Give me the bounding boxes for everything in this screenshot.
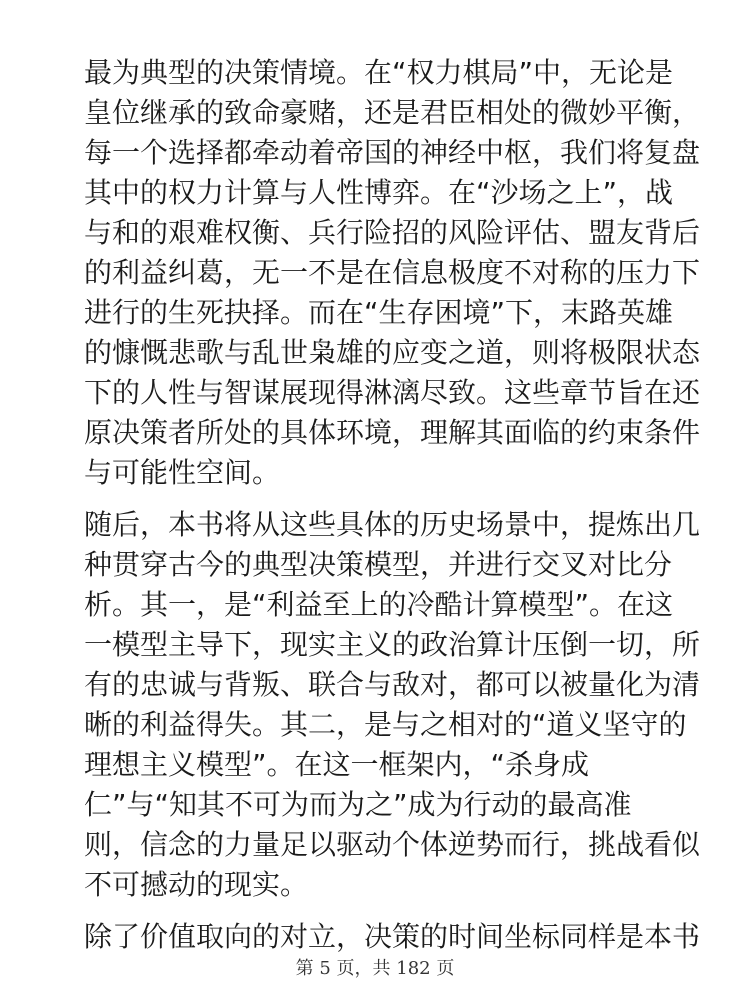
paragraph-2: [84, 505, 701, 905]
text-line: 随后，本书将从这些具体的历史场景中，提炼出几: [84, 508, 701, 541]
text-line: 除了价值取向的对立，决策的时间坐标同样是本书: [84, 920, 701, 953]
text-line: 晰的利益得失。其二，是与之相对的“道义坚守的: [84, 708, 687, 741]
body-text: [84, 53, 701, 957]
text-line: 下的人性与智谋展现得淋漓尽致。这些章节旨在还: [84, 376, 701, 409]
text-line: 理想主义模型”。在这一框架内，“杀身成: [84, 748, 590, 781]
text-line: 最为典型的决策情境。在“权力棋局”中，无论是: [84, 56, 674, 89]
page-number-footer: 第 5 页，共 182 页: [295, 958, 455, 979]
text-line: 仁”与“知其不可为而为之”成为行动的最高准: [84, 788, 632, 821]
text-line: 有的忠诚与背叛、联合与敌对，都可以被量化为清: [84, 668, 701, 701]
text-line: 原决策者所处的具体环境，理解其面临的约束条件: [84, 416, 701, 449]
text-line: 其中的权力计算与人性博弈。在“沙场之上”，战: [84, 176, 674, 209]
text-line: 则，信念的力量足以驱动个体逆势而行，挑战看似: [84, 828, 701, 861]
paragraph-3: [84, 917, 701, 957]
text-line: 每一个选择都牵动着帝国的神经中枢，我们将复盘: [84, 136, 701, 169]
text-line: 的慷慨悲歌与乱世枭雄的应变之道，则将极限状态: [84, 336, 701, 369]
text-line: 与可能性空间。: [84, 456, 281, 489]
text-line: 进行的生死抉择。而在“生存困境”下，末路英雄: [84, 296, 674, 329]
text-line: 析。其一，是“利益至上的冷酷计算模型”。在这: [84, 588, 674, 621]
text-line: 一模型主导下，现实主义的政治算计压倒一切，所: [84, 628, 701, 661]
paragraph-1: [84, 53, 701, 493]
text-line: 种贯穿古今的典型决策模型，并进行交叉对比分: [84, 548, 673, 581]
text-line: 不可撼动的现实。: [84, 868, 309, 901]
text-line: 皇位继承的致命豪赌，还是君臣相处的微妙平衡，: [84, 96, 701, 129]
text-line: 的利益纠葛，无一不是在信息极度不对称的压力下: [84, 256, 701, 289]
text-line: 与和的艰难权衡、兵行险招的风险评估、盟友背后: [84, 216, 701, 249]
